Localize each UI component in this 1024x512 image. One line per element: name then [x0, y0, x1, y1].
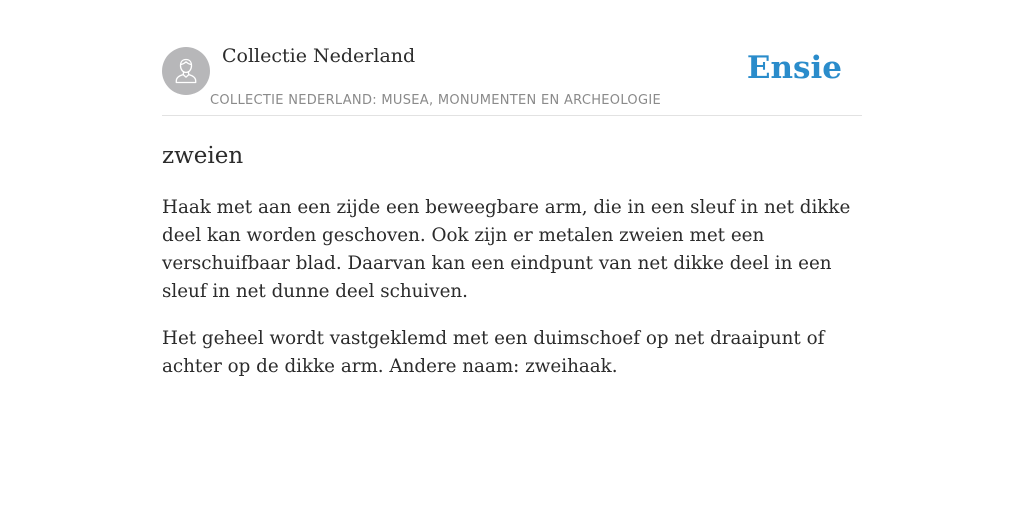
entry-paragraph: Het geheel wordt vastgeklemd met een duimschoef op net draaipunt of achter op de dikke arm. Andere naam: zweihaak.	[162, 328, 825, 377]
brand-logo[interactable]: Ensie	[746, 50, 842, 86]
entry-header	[162, 0, 862, 116]
entry-card	[162, 0, 862, 381]
author-avatar[interactable]	[162, 47, 210, 95]
author-subtitle[interactable]: COLLECTIE NEDERLAND: MUSEA, MONUMENTEN EN ARCHEOLOGIE	[210, 93, 661, 108]
author-name[interactable]: Collectie Nederland	[222, 45, 416, 67]
entry-paragraph: Haak met aan een zijde een beweegbare arm, die in een sleuf in net dikke deel kan worden geschoven. Ook zijn er metalen zweien met een verschuifbaar blad. Daarvan kan een eindpunt van net dikke deel in een sleuf in net dunne deel schuiven.	[162, 197, 851, 302]
entry-term: zweien	[162, 143, 244, 169]
user-silhouette-icon	[171, 56, 201, 86]
